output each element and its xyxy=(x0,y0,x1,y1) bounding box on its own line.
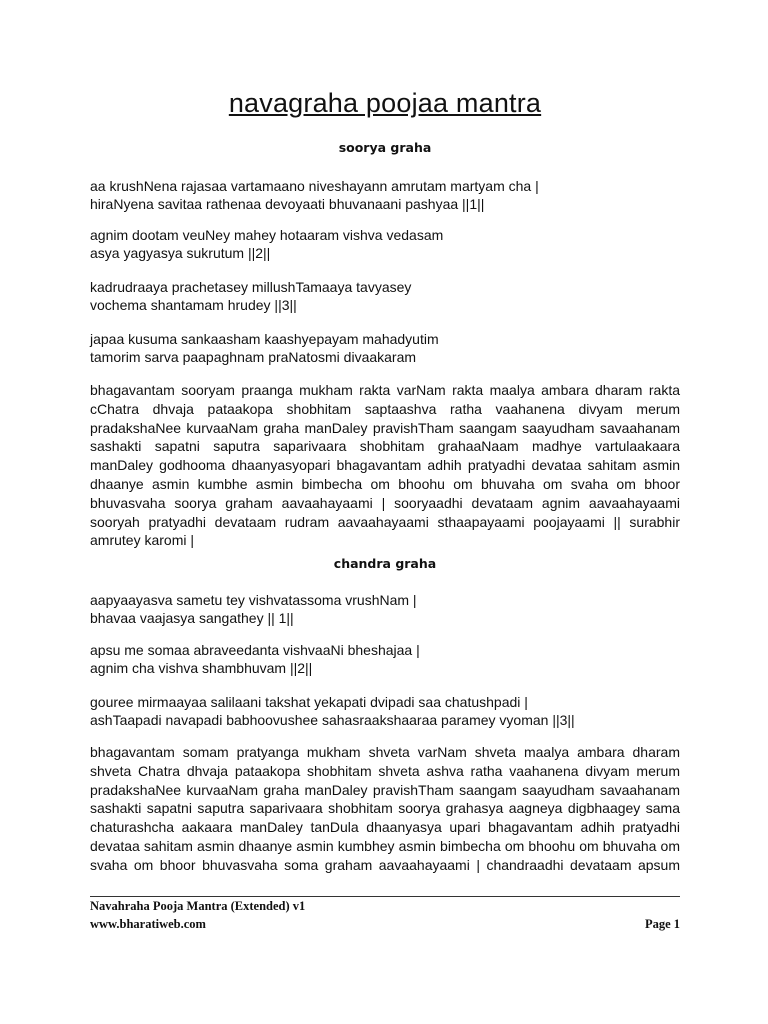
verse-line: vochema shantamam hrudey ||3|| xyxy=(90,297,297,313)
document-page xyxy=(90,0,680,1024)
verse-line: agnim dootam veuNey mahey hotaaram vishva vedasam xyxy=(90,227,444,243)
verse-line: tamorim sarva paapaghnam praNatosmi divaakaram xyxy=(90,349,417,365)
verse-6 xyxy=(90,641,680,677)
verse-7 xyxy=(90,693,680,729)
verse-line: aa krushNena rajasaa vartamaano niveshayann amrutam martyam cha | xyxy=(90,178,539,194)
verse-line: aapyaayasva sametu tey vishvatassoma vrushNam | xyxy=(90,592,417,608)
verse-3 xyxy=(90,278,680,314)
verse-line: apsu me somaa abraveedanta vishvaaNi bheshajaa | xyxy=(90,642,420,658)
footer-title: Navahraha Pooja Mantra (Extended) v1 xyxy=(90,899,306,913)
page-number: Page 1 xyxy=(644,917,680,931)
verse-line: bhavaa vaajasya sangathey || 1|| xyxy=(90,610,294,626)
footer-divider xyxy=(90,896,680,897)
verse-line: gouree mirmaayaa salilaani takshat yekapati dvipadi saa chatushpadi | xyxy=(90,694,528,710)
verse-line: japaa kusuma sankaasham kaashyepayam mahadyutim xyxy=(90,331,439,347)
verse-line: asya yagyasya sukrutum ||2|| xyxy=(90,245,271,261)
footer-website: www.bharatiweb.com xyxy=(90,917,206,931)
section-heading-chandra: chandra graha xyxy=(333,556,437,571)
verse-4 xyxy=(90,330,680,366)
verse-line: agnim cha vishva shambhuvam ||2|| xyxy=(90,660,313,676)
section-heading-soorya: soorya graha xyxy=(338,140,432,155)
verse-2 xyxy=(90,226,680,262)
verse-1 xyxy=(90,177,680,213)
verse-line: hiraNyena savitaa rathenaa devoyaati bhuvanaani pashyaa ||1|| xyxy=(90,196,485,212)
invocation-paragraph-soorya: bhagavantam sooryam praanga mukham rakta varNam rakta maalya ambara dharam rakta cChatra dhvaja pataakopa shobhitam saptaashva ratha vaahanena divyam merum pradakshaNee kurvaaNam graha manDaley pravishTham saangam saayudham savaahanam sashakti sapatni saputra saparivaara shobhitam grahaaNaam madhye vartulaakaara manDaley godhooma dhaanyasyopari bhagavantam adhih pratyadhi devataa sahitam asmin dhaanye asmin kumbhe asmin bimbecha om bhoohu om bhuvaha om svaha om bhoor bhuvasvaha soorya graham aavaahayaami | sooryaadhi devataam agnim aavaahayaami sooryah pratyadhi devataam rudram aavaahayaami sthaapayaami poojayaami || surabhir amrutey karomi | xyxy=(90,382,680,549)
verse-line: ashTaapadi navapadi babhoovushee sahasraakshaaraa paramey vyoman ||3|| xyxy=(90,712,575,728)
verse-5 xyxy=(90,591,680,627)
invocation-paragraph-chandra: bhagavantam somam pratyanga mukham shveta varNam shveta maalya ambara dharam shveta Chatra dhvaja pataakopa shobhitam shveta ashva ratha vaahanena divyam merum pradakshaNee kurvaaNam graha manDaley pravishTham saangam saayudham savaahanam sashakti sapatni saputra saparivaara shobhitam soorya grahasya aagneya digbhaagey sama chaturashcha aakaara manDaley tanDula dhaanyasya upari bhagavantam adhih pratyadhi devataa sahitam asmin dhaanye asmin kumbhey asmin bimbecha om bhoohu om bhuvaha om svaha om bhoor bhuvasvaha soma graham aavaahayaami | chandraadhi devataam apsum xyxy=(90,744,680,873)
document-title: navagraha poojaa mantra xyxy=(228,88,542,118)
verse-line: kadrudraaya prachetasey millushTamaaya tavyasey xyxy=(90,279,412,295)
